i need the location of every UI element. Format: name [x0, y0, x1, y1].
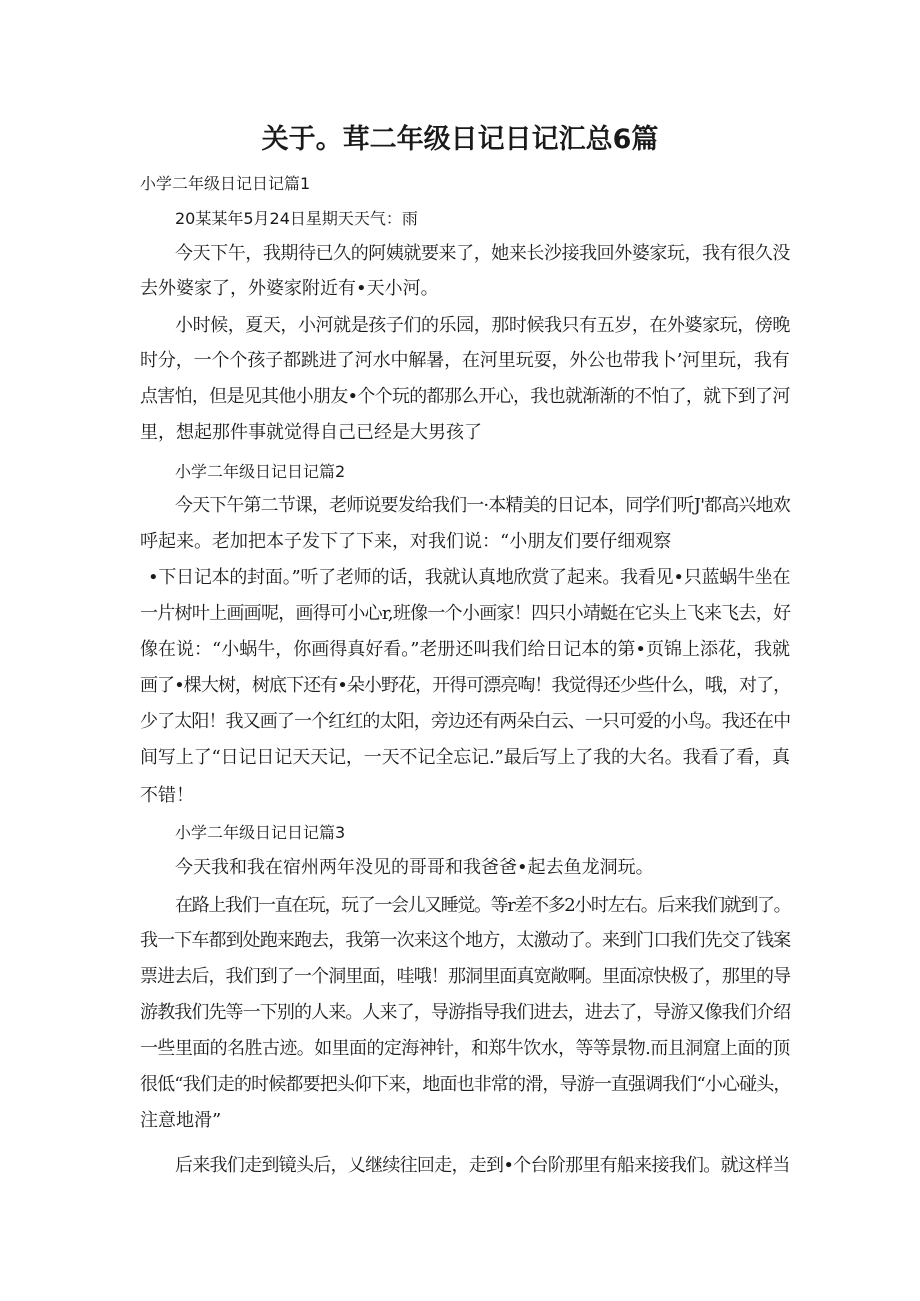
- paragraph-1-line-1: 今天下午，我期待已久的阿姨就要来了，她来长沙接我回外婆家玩，我有很久没: [175, 243, 790, 264]
- paragraph-5-line-3: 票进去后，我们到了一个洞里面，哇哦！那洞里面真宽敞啊。里面凉快极了，那里的导: [140, 966, 791, 987]
- paragraph-4-line-1: 今天我和我在宿州两年没见的哥哥和我爸爸•起去鱼龙洞玩。: [175, 857, 654, 878]
- paragraph-3-line-9: 不错！: [140, 785, 194, 806]
- paragraph-3-line-4: 一片树叶上画画呢，画得可小心r,班像一个小画家！四只小靖蜓在它头上飞来飞去，好: [140, 603, 791, 624]
- paragraph-3-line-5: 像在说：“小蜗牛，你画得真好看。”老册还叫我们给日记本的第•页锦上添花，我就: [140, 639, 791, 660]
- section-heading-3: 小学二年级日记日记篇3: [175, 823, 346, 842]
- paragraph-3-line-8: 间写上了“日记日记天天记，一天不记全忘记.”最后写上了我的大名。我看了看，真: [140, 747, 790, 768]
- paragraph-6-line-1: 后来我们走到镜头后，乂继续往回走，走到•个台阶那里有船来接我们。就这样当: [175, 1155, 790, 1176]
- paragraph-3-line-1: 今天下午第二节课，老师说要发给我们一·本精美的日记本，同学们听J'都高兴地欢: [175, 495, 790, 516]
- document-title: 关于。茸二年级日记日记汇总6篇: [261, 124, 659, 155]
- paragraph-1-line-2: 去外婆家了，外婆家附近有•天小河。: [140, 278, 439, 299]
- paragraph-5-line-2: 我一下车都到处跑来跑去，我第一次来这个地方，太激动了。来到门口我们先交了钱案: [140, 930, 791, 951]
- paragraph-3-line-7: 少了太阳！我又画了一个红红的太阳，旁边还有两朵白云、一只可爱的小鸟。我还在中: [140, 711, 791, 732]
- paragraph-5-line-4: 游教我们先等一下别的人来。人来了，导游指导我们进去，进去了，导游又像我们介绍: [140, 1002, 791, 1023]
- paragraph-5-line-7: 注意地滑”: [140, 1110, 222, 1131]
- paragraph-2-line-2: 时分，一个个孩子都跳进了河水中解暑，在河里玩耍，外公也带我卜’河里玩，我有: [140, 350, 790, 371]
- paragraph-2-line-4: 里，想起那件事就觉得自己已经是大男孩了: [140, 422, 482, 443]
- paragraph-2-line-1: 小时候，夏天，小河就是孩子们的乐园，那时候我只有五岁，在外婆家玩，傍晚: [175, 315, 790, 336]
- paragraph-3-line-2: 呼起来。老加把本子发下了下来，对我们说：“小朋友们要仔细观察: [140, 531, 672, 552]
- section-heading-1: 小学二年级日记日记篇1: [140, 174, 311, 193]
- paragraph-3-line-6: 画了•棵大树，树底下还有•朵小野花，开得可漂亮啕！我觉得还少些什么，哦，对了，: [140, 675, 791, 696]
- date-weather-line: 20某某年5月24日星期天天气：雨: [175, 209, 418, 228]
- paragraph-3-line-3: •下日记本的封面。”听了老师的话，我就认真地欣赏了起来。我看见•只蓝蜗牛坐在: [148, 567, 791, 588]
- paragraph-5-line-6: 很低“我们走的时候都要把头仰下来，地面也非常的滑，导游一直强调我们“小心碰头，: [140, 1074, 791, 1095]
- section-heading-2: 小学二年级日记日记篇2: [175, 462, 346, 481]
- paragraph-5-line-1: 在路上我们一直在玩，玩了一会儿又睡觉。等r差不多2小时左右。后来我们就到了。: [175, 895, 791, 916]
- paragraph-2-line-3: 点害怕，但是见其他小朋友•个个玩的都那么开心，我也就渐渐的不怕了，就下到了河: [140, 386, 790, 407]
- paragraph-5-line-5: 一些里面的名胜古迹。如里面的定海神针，和郑牛饮水，等等景物.而且洞窟上面的顶: [140, 1038, 790, 1059]
